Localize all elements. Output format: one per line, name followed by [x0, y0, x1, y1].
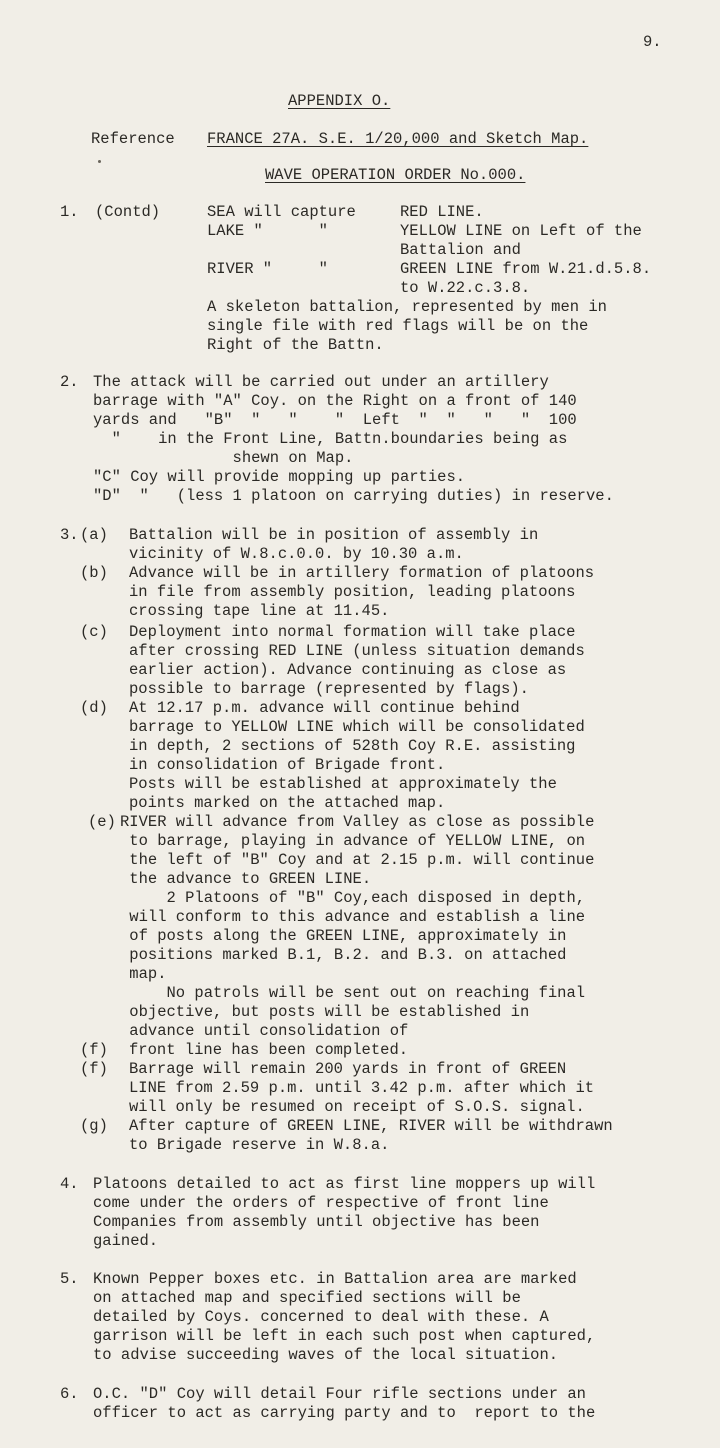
para-2-line: "C" Coy will provide mopping up parties. — [93, 468, 466, 486]
para-1-objective: YELLOW LINE on Left of the — [400, 222, 642, 240]
para-5-line: to advise succeeding waves of the local situation. — [93, 1346, 559, 1364]
order-title: WAVE OPERATION ORDER No.000. — [265, 166, 526, 184]
para-3-line: No patrols will be sent out on reaching final — [120, 984, 586, 1002]
para-1-objective: GREEN LINE from W.21.d.5.8. — [400, 260, 652, 278]
para-3-line: vicinity of W.8.c.0.0. by 10.30 a.m. — [129, 545, 464, 563]
para-3-line: in consolidation of Brigade front. — [129, 756, 446, 774]
para-2-line: " in the Front Line, Battn.boundaries being as — [93, 430, 568, 448]
para-5-line: Known Pepper boxes etc. in Battalion area are marked — [93, 1270, 577, 1288]
para-3-line: map. — [120, 965, 167, 983]
para-3-line: advance until consolidation of — [120, 1022, 409, 1040]
para-1-number: 1. — [60, 203, 79, 221]
para-3-line: to Brigade reserve in W.8.a. — [129, 1136, 390, 1154]
para-3-line: At 12.17 p.m. advance will continue behind — [129, 699, 520, 717]
para-6-line: O.C. "D" Coy will detail Four rifle sections under an — [93, 1385, 586, 1403]
para-3-item-label: (f) — [80, 1060, 108, 1078]
para-3-line: Posts will be established at approximately the — [129, 775, 557, 793]
para-1-objective: Battalion and — [400, 241, 521, 259]
para-3-line: to barrage, playing in advance of YELLOW LINE, on — [120, 832, 586, 850]
para-1-line: A skeleton battalion, represented by men in — [207, 298, 607, 316]
para-1-objective: to W.22.c.3.8. — [400, 279, 531, 297]
para-3-item-label: (b) — [80, 564, 108, 582]
para-2-line: shewn on Map. — [93, 449, 354, 467]
para-3-line: crossing tape line at 11.45. — [129, 602, 390, 620]
para-1-contd: (Contd) — [95, 203, 161, 221]
para-3-line: in depth, 2 sections of 528th Coy R.E. assisting — [129, 737, 576, 755]
para-5-line: garrison will be left in each such post when captured, — [93, 1327, 596, 1345]
para-3-line: front line has been completed. — [129, 1041, 409, 1059]
para-3-line: points marked on the attached map. — [129, 794, 446, 812]
para-4-line: come under the orders of respective of front line — [93, 1194, 549, 1212]
para-2-line: "D" " (less 1 platoon on carrying duties) in reserve. — [93, 487, 614, 505]
para-3-line: barrage to YELLOW LINE which will be consolidated — [129, 718, 585, 736]
para-2-line: yards and "B" " " " Left " " " " 100 — [93, 411, 577, 429]
para-3-line: possible to barrage (represented by flags). — [129, 680, 529, 698]
para-1-line: single file with red flags will be on the — [207, 317, 589, 335]
para-3-item-label: (e) — [88, 813, 116, 831]
para-3-item-label: (c) — [80, 623, 108, 641]
para-3-line: after crossing RED LINE (unless situation demands — [129, 642, 585, 660]
para-2-line: The attack will be carried out under an artillery — [93, 373, 549, 391]
para-3-item-label: (f) — [80, 1041, 108, 1059]
para-3-line: Advance will be in artillery formation of platoons — [129, 564, 595, 582]
para-3-item-label: (g) — [80, 1117, 108, 1135]
page-number: 9. — [643, 33, 662, 51]
para-3-line: LINE from 2.59 p.m. until 3.42 p.m. after which it — [129, 1079, 595, 1097]
para-3-line: will conform to this advance and establish a line — [120, 908, 586, 926]
para-4-line: Platoons detailed to act as first line moppers up will — [93, 1175, 596, 1193]
stray-mark — [98, 160, 101, 163]
para-3-line: Barrage will remain 200 yards in front of GREEN — [129, 1060, 567, 1078]
para-3-line: the left of "B" Coy and at 2.15 p.m. will continue — [120, 851, 595, 869]
para-3-line: earlier action). Advance continuing as close as — [129, 661, 567, 679]
para-3-line: positions marked B.1, B.2. and B.3. on attached — [120, 946, 567, 964]
para-1-unit: SEA will capture — [207, 203, 356, 221]
para-5-line: detailed by Coys. concerned to deal with these. A — [93, 1308, 549, 1326]
para-3-line: After capture of GREEN LINE, RIVER will be withdrawn — [129, 1117, 613, 1135]
para-3-line: RIVER will advance from Valley as close as possible — [120, 813, 595, 831]
para-2-number: 2. — [60, 373, 79, 391]
para-3-line: of posts along the GREEN LINE, approximately in — [120, 927, 567, 945]
para-2-line: barrage with "A" Coy. on the Right on a front of 140 — [93, 392, 577, 410]
para-6-number: 6. — [60, 1385, 79, 1403]
para-3-line: 2 Platoons of "B" Coy,each disposed in depth, — [120, 889, 586, 907]
para-1-objective: RED LINE. — [400, 203, 484, 221]
reference-value: FRANCE 27A. S.E. 1/20,000 and Sketch Map. — [207, 130, 589, 148]
para-4-line: Companies from assembly until objective has been — [93, 1213, 540, 1231]
para-5-line: on attached map and specified sections will be — [93, 1289, 521, 1307]
para-3-number: 3. — [60, 526, 79, 544]
para-3-line: in file from assembly position, leading platoons — [129, 583, 576, 601]
appendix-heading: APPENDIX O. — [288, 92, 391, 110]
para-5-number: 5. — [60, 1270, 79, 1288]
para-3-item-label: (d) — [80, 699, 108, 717]
para-6-line: officer to act as carrying party and to report to the — [93, 1404, 596, 1422]
reference-label: Reference — [91, 130, 175, 148]
para-4-line: gained. — [93, 1232, 159, 1250]
para-3-line: objective, but posts will be established in — [120, 1003, 530, 1021]
para-3-line: Battalion will be in position of assembly in — [129, 526, 539, 544]
para-1-unit: RIVER " " — [207, 260, 328, 278]
para-3-line: Deployment into normal formation will take place — [129, 623, 576, 641]
para-3-line: will only be resumed on receipt of S.O.S. signal. — [129, 1098, 585, 1116]
para-4-number: 4. — [60, 1175, 79, 1193]
para-1-line: Right of the Battn. — [207, 336, 384, 354]
para-3-item-label: (a) — [80, 526, 108, 544]
para-3-line: the advance to GREEN LINE. — [120, 870, 372, 888]
para-1-unit: LAKE " " — [207, 222, 328, 240]
